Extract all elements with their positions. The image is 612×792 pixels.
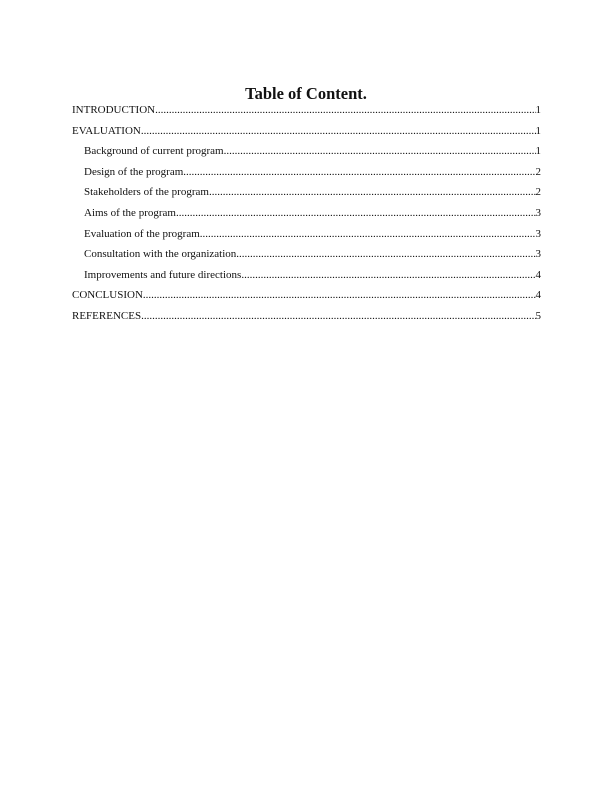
toc-entry-label: Design of the program <box>84 165 184 178</box>
toc-entry[interactable] <box>72 267 541 288</box>
toc-entry-label: INTRODUCTION <box>72 104 156 116</box>
toc-entry-page: 3 <box>535 227 541 240</box>
toc-entry[interactable] <box>72 164 541 185</box>
toc-leader-dots <box>200 226 536 242</box>
toc-leader-dots <box>141 123 536 139</box>
toc-leader-dots <box>236 246 535 262</box>
toc-entry-label: REFERENCES <box>72 309 142 322</box>
toc-entry[interactable] <box>72 102 541 123</box>
toc-entry-page: 4 <box>535 289 541 302</box>
toc-entry-label: EVALUATION <box>72 124 141 137</box>
toc-entry[interactable] <box>72 308 541 329</box>
toc-leader-dots <box>143 287 536 303</box>
toc-entry[interactable] <box>72 205 541 226</box>
toc-entry[interactable] <box>72 143 541 164</box>
toc-leader-dots <box>224 143 536 159</box>
toc-leader-dots <box>183 164 535 180</box>
toc-entry-page: 1 <box>535 124 541 137</box>
toc-leader-dots <box>209 184 536 200</box>
toc-entry-page: 2 <box>535 186 541 199</box>
toc-entry-label: Consultation with the organization <box>84 248 237 261</box>
toc-leader-dots <box>141 308 535 324</box>
toc-entry-page: 5 <box>535 309 541 322</box>
toc-entry[interactable] <box>72 226 541 247</box>
toc-entry-label: Evaluation of the program <box>84 227 200 240</box>
toc-entry[interactable] <box>72 246 541 267</box>
toc-entry-page: 1 <box>535 145 541 158</box>
toc-entry-label: Improvements and future directions <box>84 268 242 281</box>
table-of-contents <box>72 102 541 329</box>
toc-entry[interactable] <box>72 123 541 144</box>
toc-entry[interactable] <box>72 287 541 308</box>
toc-entry[interactable] <box>72 184 541 205</box>
toc-entry-page: 4 <box>535 268 541 281</box>
toc-entry-page: 3 <box>535 206 541 219</box>
toc-entry-label: Stakeholders of the program <box>84 186 209 199</box>
toc-entry-page: 2 <box>535 165 541 178</box>
toc-title: Table of Content. <box>245 84 367 103</box>
toc-entry-page: 3 <box>535 248 541 261</box>
toc-leader-dots <box>241 267 535 283</box>
toc-entry-label: CONCLUSION <box>72 289 143 302</box>
toc-leader-dots <box>155 102 535 118</box>
toc-entry-page: 1 <box>535 104 541 116</box>
toc-leader-dots <box>176 205 536 221</box>
toc-entry-label: Aims of the program <box>84 206 176 219</box>
toc-entry-label: Background of current program <box>84 145 224 158</box>
